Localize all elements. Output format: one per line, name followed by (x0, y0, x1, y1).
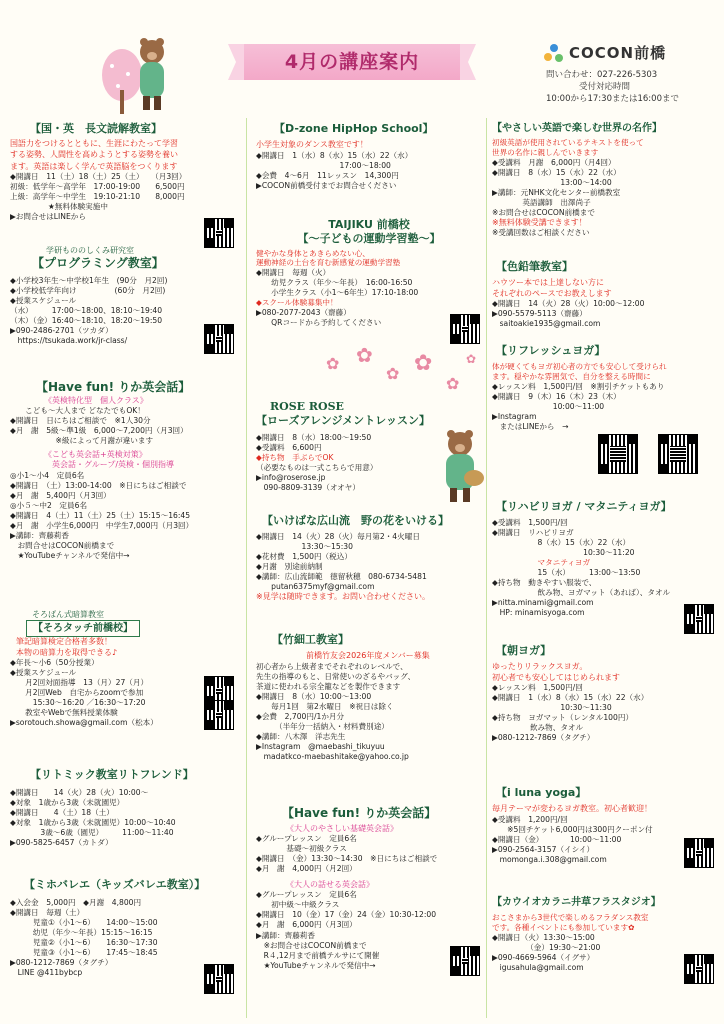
info-line: ※級によって月謝が違います (10, 436, 154, 446)
info-line: 先生の指導のもと、日常使いのざるやバッグ、 (256, 671, 416, 681)
section-rehabili-yoga (492, 500, 718, 618)
info-line: 茶道に使われる宗全籠などを製作できます (256, 681, 401, 691)
info-line: 10:00～11:00 (492, 402, 605, 412)
section-title: 【リフレッシュヨガ】 (496, 344, 606, 357)
info-line: ◆授業スケジュール (10, 296, 77, 306)
info-line: ※お問合せはCOCON前橋まで (256, 940, 367, 950)
flower-decoration: ✿ (446, 374, 460, 393)
info-line: 17:00～18:00 (256, 160, 391, 170)
section-kaui-hula (492, 896, 718, 973)
qr-code[interactable] (204, 218, 234, 248)
info-line: ◆開講日 毎週（土） (10, 908, 85, 918)
info-line: ◆開講日 14（火）28（火）10:00～ (10, 788, 149, 798)
section-title: 【プログラミング教室】 (32, 256, 164, 271)
description: おこさまから3世代で楽しめるフラダンス教室 (492, 913, 649, 922)
info-line: 月2回対面指導 13（月）27（月） (10, 678, 149, 688)
info-line: ▶info@roserose.jp (256, 472, 326, 482)
page-title: 4月の講座案内 (238, 44, 466, 80)
info-line: 3歳～6歳（園児） 11:00～11:40 (10, 828, 174, 838)
qr-code[interactable] (684, 838, 714, 868)
section-title: 【朝ヨガ】 (496, 644, 552, 657)
info-line: ◆開講日 10（金）17（金）24（金）10:30-12:00 (256, 910, 437, 920)
info-line: ◆開講日 リハビリヨガ (492, 528, 574, 538)
section-havefun-2 (256, 806, 482, 971)
info-line: ◆開講日 4（土）18（土） (10, 808, 114, 818)
info-line: ◆小学校3年生～中学校1年生 (90分 月2回) (10, 275, 168, 285)
flower-decoration: ✿ (356, 343, 373, 367)
info-line: 毎月1回 第2水曜日 ※祝日は除く (256, 701, 394, 711)
info-line: ▶講師：齊藤莉香 (256, 930, 315, 940)
info-line: ◆小学校低学年向け (60分 月2回) (10, 286, 166, 295)
qr-code[interactable] (684, 604, 714, 634)
section-subtitle: 前橋竹友会2026年度メンバー募集 (306, 651, 430, 661)
info-line: ◆講師：広山流師範 徳留秋穂 080-6734-5481 (256, 572, 427, 582)
info-line: ◎小1～小4 定員6名 (10, 470, 85, 480)
course-name: 《英検特化型 個人クラス》 (44, 395, 148, 405)
logo-mark-icon (543, 43, 565, 65)
section-soroban (10, 610, 236, 728)
info-line: こども～大人まで どなたでもOK！ (10, 405, 145, 415)
description: 小学生対象のダンス教室です！ (256, 140, 368, 150)
section-title: 【そろタッチ前橋校】 (26, 620, 140, 637)
course-name: 《こども英会話+英検対策》 (44, 450, 147, 460)
info-line: ▶090-5579-5113（齋藤） (492, 309, 587, 319)
info-line: ◆月 謝 小学生6,000円 中学生7,000円（月3回） (10, 520, 194, 530)
info-line: （必要なものは一式こちらで用意） (256, 462, 378, 472)
section-title: 【やさしい英語で楽しむ世界の名作】 (492, 123, 662, 134)
info-line: ◆開講日 8（水）15（水）22（水） (492, 167, 621, 177)
info-line: 教室やWebで無料授業体験 (10, 708, 118, 718)
info-line: ◆月 謝 4,000円（月2回） (256, 864, 357, 874)
info-line: ◆開講日 9（木）16（木）23（木） (492, 392, 621, 402)
qr-code-line[interactable] (658, 434, 698, 474)
info-line: ◆持ち物 ヨガマット（レンタル100円） (492, 713, 634, 723)
qr-code[interactable] (450, 314, 480, 344)
info-line: 15（水） 13:00～13:50 (492, 568, 641, 578)
bear-illustration (100, 30, 180, 120)
qr-code[interactable] (450, 946, 480, 976)
info-line: ◆開講日 4（土）11（土）25（土）15:15～16:45 (10, 510, 191, 520)
logo (543, 42, 693, 66)
flower-decoration: ✿ (414, 351, 433, 376)
info-line: ★YouTubeチャンネルで発信中→ (256, 960, 376, 970)
section-title: 【D-zone HipHop School】 (274, 122, 434, 135)
info-line: ▶080-1212-7869（タグチ） (10, 958, 113, 968)
description: ゆったりリラックスヨガ。 (492, 662, 588, 672)
info-line: putan6375myf@gmail.com (256, 582, 375, 592)
info-line: 児童②（小1～6） 16:30～17:30 (10, 938, 158, 948)
info-line: （金）19:30～21:00 (492, 942, 601, 952)
info-line: saitoakie1935@gmail.com (492, 319, 601, 329)
info-line: ◎小５～中2 定員6名 (10, 500, 88, 510)
info-line: ◆会費 2,700円/1か月分 (256, 711, 345, 721)
info-line: 13:00～14:00 (492, 177, 612, 187)
info-line: ※5回チケット6,000円は300円クーポン付 (492, 824, 653, 834)
info-line: ◆グループレッスン 定員6名 (256, 890, 357, 900)
info-line: 090-8809-3139（オオヤ） (256, 482, 360, 492)
info-line: LINE @411bybcp (10, 968, 83, 978)
description: 毎月テーマが変わるヨガ教室。初心者歓迎！ (492, 804, 652, 814)
section-subtitle: そろばん式暗算教室 (32, 610, 104, 619)
section-title: 【カウイオカラニ井草フラスタジオ】 (492, 897, 661, 908)
bear-with-basket-illustration (434, 428, 488, 504)
description: それぞれのペースでお教えします (492, 288, 612, 298)
info-line: 幼児クラス（年少～年長） 16:00-16:50 (256, 278, 413, 288)
info-line: ◆開講日 （土）13:00-14:00 ※日にちはご相談で (10, 480, 187, 490)
section-title: 【色鉛筆教室】 (496, 260, 573, 273)
info-line: ▶090-5825-6457（カトダ） (10, 838, 113, 848)
info-line: ◆花材費 1,500円（税込） (256, 552, 352, 562)
section-takezaiku (256, 633, 482, 762)
section-title: 【～子どもの運動学習塾～】 (297, 232, 441, 246)
info-line: ◆会費 4～6月 11レッスン 14,300円 (256, 170, 399, 180)
course-name: 《大人のやさしい基礎英会話》 (286, 823, 398, 833)
link-url[interactable]: https://tsukada.work/jr-class/ (10, 336, 128, 346)
description: 本物の暗算力を取得できる♪ (16, 647, 118, 657)
info-line: ▶080-1212-7869（タグチ） (492, 733, 595, 743)
qr-code-instagram[interactable] (598, 434, 638, 474)
info-line: ▶Instagram (492, 412, 537, 422)
info-line: ◆開講日 1（水）8（水）15（水）22（水） (256, 150, 413, 160)
info-line: またはLINEから → (492, 422, 569, 432)
info-line: ◆開講日（火）13:30～15:00 (492, 932, 595, 942)
info-line: 月2回Web 自宅からzoomで参加 (10, 688, 144, 698)
section-subtitle: 学研もののしくみ研究室 (46, 246, 134, 255)
info-line: （木）（金）16:40～18:10、18:20～19:50 (10, 316, 163, 326)
info-line: ◆開講日 日にちはご相談で ※1人30分 (10, 416, 151, 425)
info-line: ◆開講日 毎週（火） (256, 268, 331, 278)
info-line: R４,12月まで前橋テルサにて開催 (256, 950, 380, 960)
section-title: 【リハビリヨガ / マタニティヨガ】 (496, 500, 672, 513)
info-line: ◆月 謝 5級～準1級 6,000～7,200円（月3回） (10, 426, 188, 436)
section-ballet (10, 878, 236, 978)
logo-text: COCON前橋 (569, 44, 667, 63)
info-line: 初心者から上級者までそれぞれのレベルで、 (256, 661, 408, 671)
description: する姿勢、人間性を高めようとする姿勢を養い (10, 150, 178, 160)
info-line: madatkco-maebashitake@yahoo.co.jp (256, 751, 409, 761)
info-line: ◆開講日 1（水）8（水）15（水）22（水） (492, 693, 649, 703)
info-line: ◆開講日 14（火）28（火）10:00～12:00 (492, 299, 645, 309)
info-line: ◆開講日 11（土）18（土）25（土） （月3回） (10, 171, 187, 181)
info-line: 幼児（年少～年長）15:15～16:15 (10, 928, 153, 938)
info-line: ▶nitta.minami@gmail.com (492, 598, 594, 608)
info-line: ◆受講料 1,500円/回 (492, 518, 568, 528)
qr-code[interactable] (204, 324, 234, 354)
info-line: ◆入会金 5,000円 ◆月謝 4,800円 (10, 898, 142, 908)
info-line: 8（水）15（水）22（水） (492, 538, 631, 548)
info-line: ◆講師：八木澤 洋志先生 (256, 731, 346, 741)
info-line: ※お問合せはCOCON前橋まで (492, 207, 595, 217)
info-line: ▶090-2486-2701（ツカダ） (10, 326, 113, 336)
description: ※見学は随時できます。お問い合わせください。 (256, 592, 431, 602)
description: です。各種イベントにも参加しています✿ (492, 922, 635, 932)
section-title: 【ローズアレンジメントレッスン】 (256, 414, 431, 428)
info-line: 10:30～11:20 (492, 548, 635, 558)
course-name: 《大人の話せる英会話》 (286, 880, 374, 890)
description: 初級英語が使用されているテキストを使って (492, 138, 644, 147)
description: ます。穏やかな雰囲気で、自分を整える時間に (492, 372, 651, 382)
section-taijiku (256, 218, 482, 328)
info-line: ▶Instagram @maebashi_tikuyuu (256, 741, 385, 751)
section-iluna-yoga (492, 786, 718, 865)
info-line: 英語講師 出澤尚子 (492, 197, 591, 207)
section-title: 【Have fun! りか英会話】 (36, 380, 191, 394)
info-line: ◆対象 1歳から3歳（未就園児） (10, 798, 125, 808)
info-line: ▶080-2077-2043（齋藤） (256, 308, 351, 318)
info-line: 15:30～16:20 ／16:30～17:20 (10, 698, 146, 708)
flower-decoration: ✿ (386, 364, 400, 383)
description: 初心者でも安心してはじめられます (492, 672, 620, 682)
section-ikebana (256, 514, 482, 603)
description: ※無料体験受講できます！ (492, 217, 587, 227)
info-line: ◆対象 1歳から3歳（未就園児）10:00～10:40 (10, 818, 176, 828)
info-line: 10:30～11:30 (492, 703, 612, 713)
info-line: ◆開講日（金） 10:00～11:00 (492, 834, 622, 844)
section-title: TAIJIKU 前橋校 (328, 218, 410, 231)
description: 健やかな身体とあきらめない心、 (256, 248, 370, 258)
info-line: 飲み物、タオル (492, 723, 584, 733)
info-line: ★YouTubeチャンネルで発信中→ (10, 550, 130, 560)
info-line: ▶090-2564-3157（イシイ） (492, 844, 595, 854)
info-line: ◆月 謝 5,400円（月3回） (10, 490, 111, 500)
description: 筆記暗算検定合格者多数！ (16, 637, 112, 647)
section-refresh-yoga (492, 344, 718, 432)
info-line: ▶COCON前橋受付までお問合せください (256, 180, 397, 190)
qr-code[interactable] (204, 964, 234, 994)
info-line: ◆受講料 月謝 6,000円（月4回） (492, 157, 616, 167)
info-line: ◆年長～小6（50分授業） (10, 658, 99, 668)
description: 体が硬くてもヨガ初心者の方でも安心して受けられ (492, 362, 667, 372)
section-title: 【Have fun! りか英会話】 (282, 806, 437, 820)
info-line: お問合せはCOCON前橋まで (10, 540, 115, 550)
section-hiphop (256, 122, 482, 191)
section-asa-yoga (492, 644, 718, 743)
section-iroenpitsu (492, 260, 718, 329)
info-line: HP: minamisyoga.com (492, 608, 585, 618)
contact-phone: 問い合わせ：027-226-5303 (546, 70, 658, 80)
info-line: ◆開講日 8（水）18:00～19:50 (256, 432, 372, 442)
course-name: 英会話・グループ/英検・個別指導 (44, 460, 175, 470)
info-line: ▶講師：齊藤莉香 (10, 530, 69, 540)
info-line: 13:30～15:30 (256, 542, 353, 552)
section-title: 【竹細工教室】 (272, 633, 349, 646)
hours-text: 10:00から17:30または16:00まで (546, 93, 679, 104)
qr-code[interactable] (684, 954, 714, 984)
info-line: 児童①（小1～6） 14:00～15:00 (10, 918, 158, 928)
info-line: ▶090-4669-5964（イグサ） (492, 952, 595, 962)
section-rythmic (10, 768, 236, 848)
info-line: マタニティヨガ (492, 558, 591, 568)
info-line: ▶講師：元NHK文化センター前橋教室 (492, 187, 621, 197)
info-line: ◆受講料 1,200円/回 (492, 814, 568, 824)
info-line: ◆開講日 8（水）10:00～13:00 (256, 691, 372, 701)
info-line: momonga.i.308@gmail.com (492, 854, 607, 864)
info-line: ◆月謝 別途前納制 (256, 562, 323, 572)
hours-label: 受付対応時間 (579, 81, 631, 92)
info-line: ◆開講日 （金）13:30～14:30 ※日にちはご相談で (256, 854, 438, 864)
info-line: （半年分一括納入・材料費別途） (256, 721, 389, 731)
info-line: ◆月 謝 6,000円（月3回） (256, 920, 357, 930)
info-line: 上級：高学年～中学生 19:10-21:10 8,000円 (10, 191, 185, 201)
description: 国語力をつけるとともに、生涯にわたって学習 (10, 139, 178, 149)
section-kokuei (10, 122, 236, 222)
description: 世界の名作に親しんでいきます (492, 147, 599, 157)
section-title: 【国・英 長文読解教室】 (30, 122, 162, 135)
info-line: ★無料体験実施中 (10, 201, 108, 211)
info-line: ※受講回数はご相談ください (492, 228, 590, 238)
info-line: ◆持ち物 動きやすい服装で、 (492, 578, 597, 588)
info-line: 基礎～初級クラス (256, 844, 347, 853)
description: ます。英語は楽しく学んで英語脳をつくります (10, 161, 178, 171)
section-title: 【i luna yoga】 (496, 786, 587, 799)
flower-decoration: ✿ (326, 354, 340, 373)
info-line: ◆開講日 14（火）28（火）毎月第2・4火曜日 (256, 532, 420, 542)
info-line: ◆グループレッスン 定員6名 (256, 833, 357, 843)
description: 運動神経の土台を育む新感覚の運動学習塾 (256, 258, 401, 268)
info-line: 児童③（小1～6） 17:45～18:45 (10, 948, 158, 958)
flower-decoration: ✿ (466, 352, 477, 366)
info-line: ◆レッスン料 1,500円/回 ※割引チケットもあり (492, 382, 665, 392)
info-line: （水） 17:00～18:00、18:10～19:40 (10, 306, 163, 316)
info-line: QRコードから予約してください (256, 318, 382, 328)
section-title: 【いけばな広山流 野の花をいける】 (262, 514, 449, 527)
info-line: ◆スクール体験募集中！ (256, 298, 338, 308)
info-line: ◆レッスン料 1,500円/回 (492, 683, 583, 693)
info-line: ▶sorotouch.showa@gmail.com（松本） (10, 718, 158, 728)
description: ハウツー本では上達しない方に (492, 278, 604, 288)
info-line: ◆持ち物 手ぶらでOK (256, 452, 334, 462)
info-line: ▶お問合せはLINEから (10, 211, 86, 221)
info-line: 初級：低学年～高学年 17:00-19:00 6,500円 (10, 181, 185, 191)
qr-code[interactable] (204, 700, 234, 730)
section-yasashii-eigo (492, 122, 718, 238)
section-title: 【ミホバレエ（キッズバレエ教室）】 (24, 878, 206, 891)
section-havefun-1 (10, 380, 236, 561)
section-title: ROSE ROSE (270, 400, 344, 413)
section-title: 【リトミック教室リトフレンド】 (30, 768, 194, 781)
info-line: 飲み物、ヨガマット（あれば）、タオル (492, 588, 671, 598)
info-line: 小学生クラス（小1～6年生）17:10-18:00 (256, 288, 419, 298)
info-line: 初中級～中級クラス (256, 900, 340, 910)
section-programming (10, 246, 236, 346)
info-line: ◆授業スケジュール (10, 668, 77, 678)
info-line: ◆受講料 6,600円 (256, 442, 322, 452)
info-line: igusahula@gmail.com (492, 962, 584, 972)
